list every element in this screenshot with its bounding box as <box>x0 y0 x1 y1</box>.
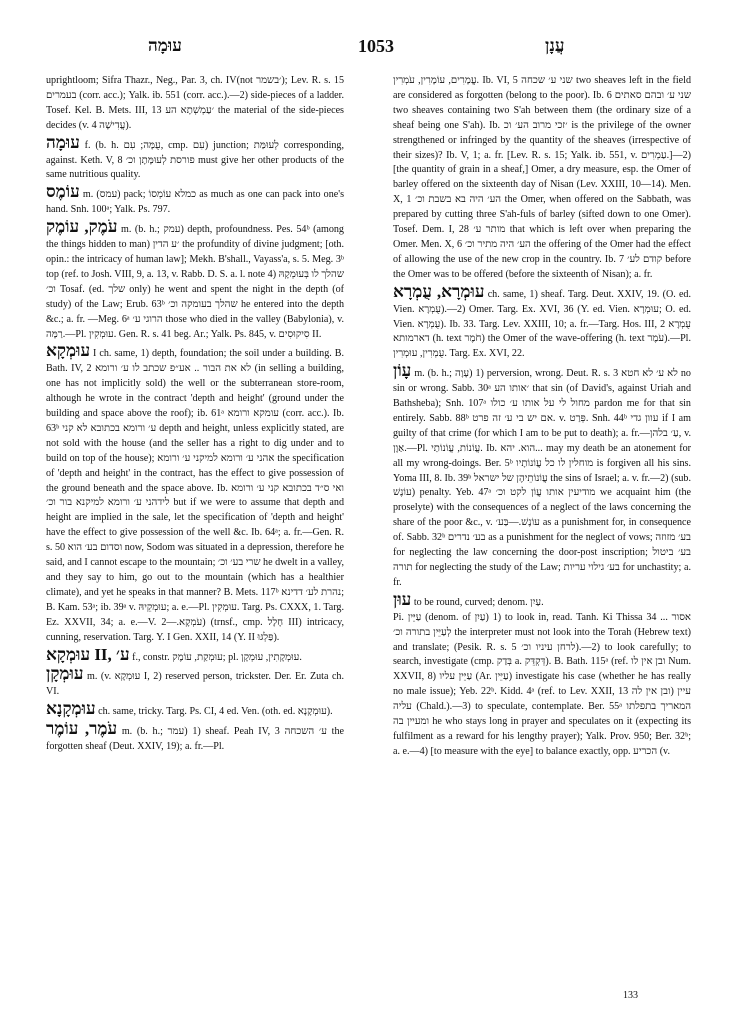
entry-text: m. (עמס) pack; כמלא עוֹמְסוֹ as much as one can pack into one's hand. Snh. 100ᵃ; Yalk. Ps. 797. <box>46 189 345 216</box>
dictionary-entry <box>393 283 691 363</box>
dictionary-entry <box>46 720 344 755</box>
dictionary-entry <box>46 665 344 700</box>
entry-headword: עוֹמֶס <box>46 182 80 202</box>
entry-headword: עוּמְקָא II, ע׳ <box>46 644 130 664</box>
entry-headword: עֹמֶק, עוֹמֶק <box>46 217 118 237</box>
entry-text: m. (v. עוּמְקָא I, 2) reserved person, trickster. Der. Er. Zuta ch. VI. <box>46 671 345 698</box>
entry-text: f. (b. h. עֻמָּה; עִם, cmp. עִם) junction; לְעוּמַּת corresponding, against. Keth. V, 8 פורסת לְעוּמָּתָן וכ׳ must give her other products of the same nutritious quality. <box>46 139 345 181</box>
dictionary-entry <box>393 74 691 283</box>
entry-text: ch. same, 1) sheaf. Targ. Deut. XXIV, 19. (O. ed. Vien. עֻמְרָא).—2) Omer. Targ. Ex. XVI, 36 (Y. ed. Vien. עוּמְרָא; O. ed. Vien. עֻמְרָא). Ib. 33. Targ. Lev. XXIII, 10; a. fr.—Targ. Hos. III, 2 עֻמְרָא דארמותא (h. text חֹמֶר) the Omer of the wave-offering (h. text עֹמֶר).—Pl. עֻמְרִין, עוּמְרִין. Targ. Ex. XVI, 22. <box>393 288 692 360</box>
entry-text: Pi. עַיֵּין (denom. of עַיִן) 1) to look in, read. Tanh. Ki Thissa 34 אסור ... לְעַיֵּין בתורה וכ׳ the interpreter must not look into the Torah (Hebrew text) and translate; (Pesik. R. s. 5 לרחן עיניו וכ׳).—2) to look carefully; to search, investigate (cmp. בְּדַק a. דְּקְדֵּק). B. Bath. 115ᵃ (ref. ובן אין לו Num. XXVII, 8) עַיֵּין עליו (Ar. עַיֵּין) investigate his case (whether he has really no male issue); Yeb. 22ᵇ. Kidd. 4ᵃ (ref. to Lev. XXII, 13 ובן אין לה) עיין עליה (Chald.).—3) to speculate, contemplate. Ber. 55ᵃ המאריך בתפלתו ומעיין בה he who stays long in prayer and speculates on it (expecting its fulfilment as a reward for his lengthy prayer); Yalk. Prov. 950; Ber. 32ᵇ; a. e.—4) [to measure with the eye] to balance exactly, opp. הכריע (v. <box>393 611 692 757</box>
dictionary-entry <box>46 183 344 218</box>
entry-text: uprightloom; Sifra Thazr., Neg., Par. 3, ch. IV(not ׳בשמר); Lev. R. s. 15 בעמרים (corr. acc.); Yalk. ib. 551 (corr. acc.).—2) side-pieces of a ladder. Tosef. Kel. B. Mets. III, 13 ׳עַמְשְׁתָא הע the material of the side-pieces decides (v. עֲדִישָׁה 4). <box>46 75 344 131</box>
entry-text: ch. same, tricky. Targ. Ps. CI, 4 ed. Ven. (oth. ed. עוּמְקָנָא). <box>98 706 333 718</box>
entry-headword: עוּמְרָא, עֻמְרָא <box>393 281 485 301</box>
right-column <box>393 74 691 760</box>
entry-text: m. (b. h.; עמק) depth, profoundness. Pes. 54ᵇ (among the things hidden to man) ׳ע הדין the profundity of divine judgment; [oth. opin.: the intricacy of human law]; Mekh. B'shall., Vayass'a, s. 5. Meg. 3ᵇ top (ref. to Josh. VIII, 9, a. 13, v. Rabb. D. S. a. l. note 4) שהלך לו בְּעוּמְקָהּ וכ׳ Tosaf. (ed. שלך only) he went and spent the night in the depth (of study) of the Law; Erub. 63ᵇ שהלך בעומקה וכ׳ he entered into the depth &c.; a. fr. —Meg. 6ᵃ הרוגי ע׳ those who died in the valley (Babylonia), v. רַמָּה.—Pl. עוּמְקִין. Gen. R. s. 41 beg. Ar.; Yalk. Ps. 845, v. סִיקוּסִים II. <box>46 224 344 340</box>
entry-text: f., constr. עוּמְקַת, עוֹמֶק; pl. עוּמְקָתִין, עוּמְקָן. <box>132 651 302 663</box>
dictionary-entry <box>46 646 344 666</box>
dictionary-entry <box>46 700 344 720</box>
dictionary-entry <box>46 74 344 134</box>
entry-headword: עוּן <box>393 589 412 609</box>
entry-text: m. (b. h.; עָוָה) 1) perversion, wrong. Deut. R. s. 3 לא ע׳ לא חטא no sin or wrong. Sabb. 30ᵃ ׳אותו הע that sin (of David's, against Uriah and Bathsheba); Snh. 107ᵃ מחול לי על אותו ע׳ כולו pardon me for that sin entirely. Sabb. 88ᵇ אם יש בי ע׳ זה פרט. v. פְּרַט. Snh. 44ᵇ עוון גדי if I am guilty of that crime (for which I am to be put to death); a. fr.—עַ׳ בלהן, v. אַוֶן.—Pl. עֲוֹנוֹת, עֲוֹנוֹתַי. Ib. הוא. יהא... may my death be an atonement for all my wrong-doings. Ber. 5ᵇ מוחלין לו כל עֲוֹנוֹתָיו is forgiven all his sins. Yoma III, 8. Ib. 39ᵇ עֲוֹנוֹתֵיהֶן של ישראל the sins of Israel; a. v. fr.—2) (sub. עוֹנֶשׁ) penalty. Yeb. 47ᵃ מודיעין אותו עֲוֹן לקט וכ׳ we acquaint him (the proselyte) with the consequences of a neglect of the laws concerning the share of the poor &c., v. עוֹנֶשׁ.—בַּע׳ as a punishment for, in consequence of. Sabb. 32ᵇ בע׳ נדרים as a punishment for the neglect of vows; בע׳ מזוזה for neglecting the law concerning the door-post inscription; בע׳ ביטול תורה for neglecting the study of the Law; בע׳ גילוי עריות for unchastity; a. fr. <box>393 368 691 588</box>
running-head-right-word: עוּמָה <box>148 36 182 55</box>
entry-text: to be round, curved; denom. עַיִן. <box>413 596 544 608</box>
running-head-left-word: עֲנָן <box>545 36 565 55</box>
entry-headword: עוּמְקָנָא <box>46 699 96 719</box>
entry-text: עֳמָרִים, עוֹמָרִין, עֹמְרִין. Ib. VI, 5 שני ע׳ שכחה two sheaves left in the field are considered as forgotten (belong to the poor). Ib. 6 שני ע׳ ובהם סאתים two sheaves containing two S'ah between them (the ordinary size of a sheaf being one S'ah). Ib. ׳זכי מרוב הע׳ וכ is the privilege of the owner strengthened or infringed by the quantity of the sheaves (irrespective of their sizes)? Ib. V, 1; a. fr. [Lev. R. s. 15; Yalk. ib. 551, v. עַמְרִים.]—2) [the quantity of grain in a sheaf,] Omer, a dry measure, esp. the Omer of barley offered on the sixteenth day of Nisan (Lev. XXIII, 10—14). Men. X, 1 הע׳ היה בא בשבת וכ׳ the Omer, when offered on the Sabbath, was prepared by cutting three S'ah-fuls of barley (sifted down to one Omer). Tosef. Dem. I, 28 מותר ע׳ that which is left over when preparing the Omer. Men. X, 6 הע׳ היה מתיר וכ׳ the offering of the Omer had the effect of allowing the use of the new crop in the country. Ib. 7 קודם לע׳ before the Omer was to be offered (before the sixteenth of Nisan); a. fr. <box>393 75 691 280</box>
page-number: 1053 <box>358 36 394 56</box>
entry-headword: עוּמְקָן <box>46 664 84 684</box>
entry-text: I ch. same, 1) depth, foundation; the soil under a building. B. Bath. IV, 2 לא את הבור .. אע״פ שכתב לו ע׳ ורומא (in selling a building, one has not implicitly sold) the well or the subterranean store-room, although he wrote in the contract 'depth and height' (ground under the building and space above the roof); ib. 61ᵃ עומקא ורומא (corr. acc.). Ib. 63ᵇ ע׳ ורומא בכתובא לא קני depth and height, unless explicitly stated, are not sold with the house (and the seller has a right to dig under and to build on top of the house); אהני ע׳ ורומא למיקני ע׳ ורומא the specification of 'depth and height' in the contract, has the effect to give possession of the ground beneath and the space above. Ib. ואי ס״ד בכתובא קני ע׳ ורומא לידהני ע׳ ורומא למיקנא בור וכ׳ but if we were to assume that depth and height are implied in the sale, let the specification of 'depth and height' have the effect to give possession of the well &c. Ib. 64ᵃ; a. fr.—Gen. R. s. 50 וסדום בע׳ הוא now, Sodom was situated in a depression, therefore he said, and I cannot escape to the mountain; שרי בע׳ וכ׳ he dwelt in a valley, and they say to him, go out to the mountain (which has a healthier climate), and yet he speaks in that manner? B. Mets. 117ᵇ נהרת לע׳ דדינא; B. Kam. 53ᵃ; ib. 39ᵃ v. עוּמְקֵיהּ; a. e.—Pl. עוּמְקִין. Targ. Ps. CXXX, 1. Targ. Ez. XXVII, 34; a. e.—V. עֹמְקָא.—2) (trnsf., cmp. חָלָל III) intricacy, cunning, reservation. Targ. Y. I Gen. XXII, 14 (Y. II פַּלְגּוּ). <box>46 348 345 643</box>
dictionary-entry <box>46 218 344 342</box>
dictionary-entry <box>393 362 691 591</box>
entry-headword: עוּמָה <box>46 132 80 152</box>
dictionary-entry <box>46 134 344 184</box>
signature-mark: 133 <box>623 990 638 1001</box>
entry-headword: עָוֹן <box>393 361 412 381</box>
left-column <box>46 74 344 755</box>
entry-headword: עוּמְקָא <box>46 341 91 361</box>
entry-text: m. (b. h.; עמר) 1) sheaf. Peah IV, 3 ע׳ השכחה the forgotten sheaf (Deut. XXIV, 19); a. fr.—Pl. <box>46 726 344 753</box>
entry-headword: עֹמֶר, עוֹמֶר <box>46 719 118 739</box>
dictionary-entry <box>46 342 344 645</box>
dictionary-entry <box>393 591 691 611</box>
dictionary-entry <box>393 611 691 760</box>
